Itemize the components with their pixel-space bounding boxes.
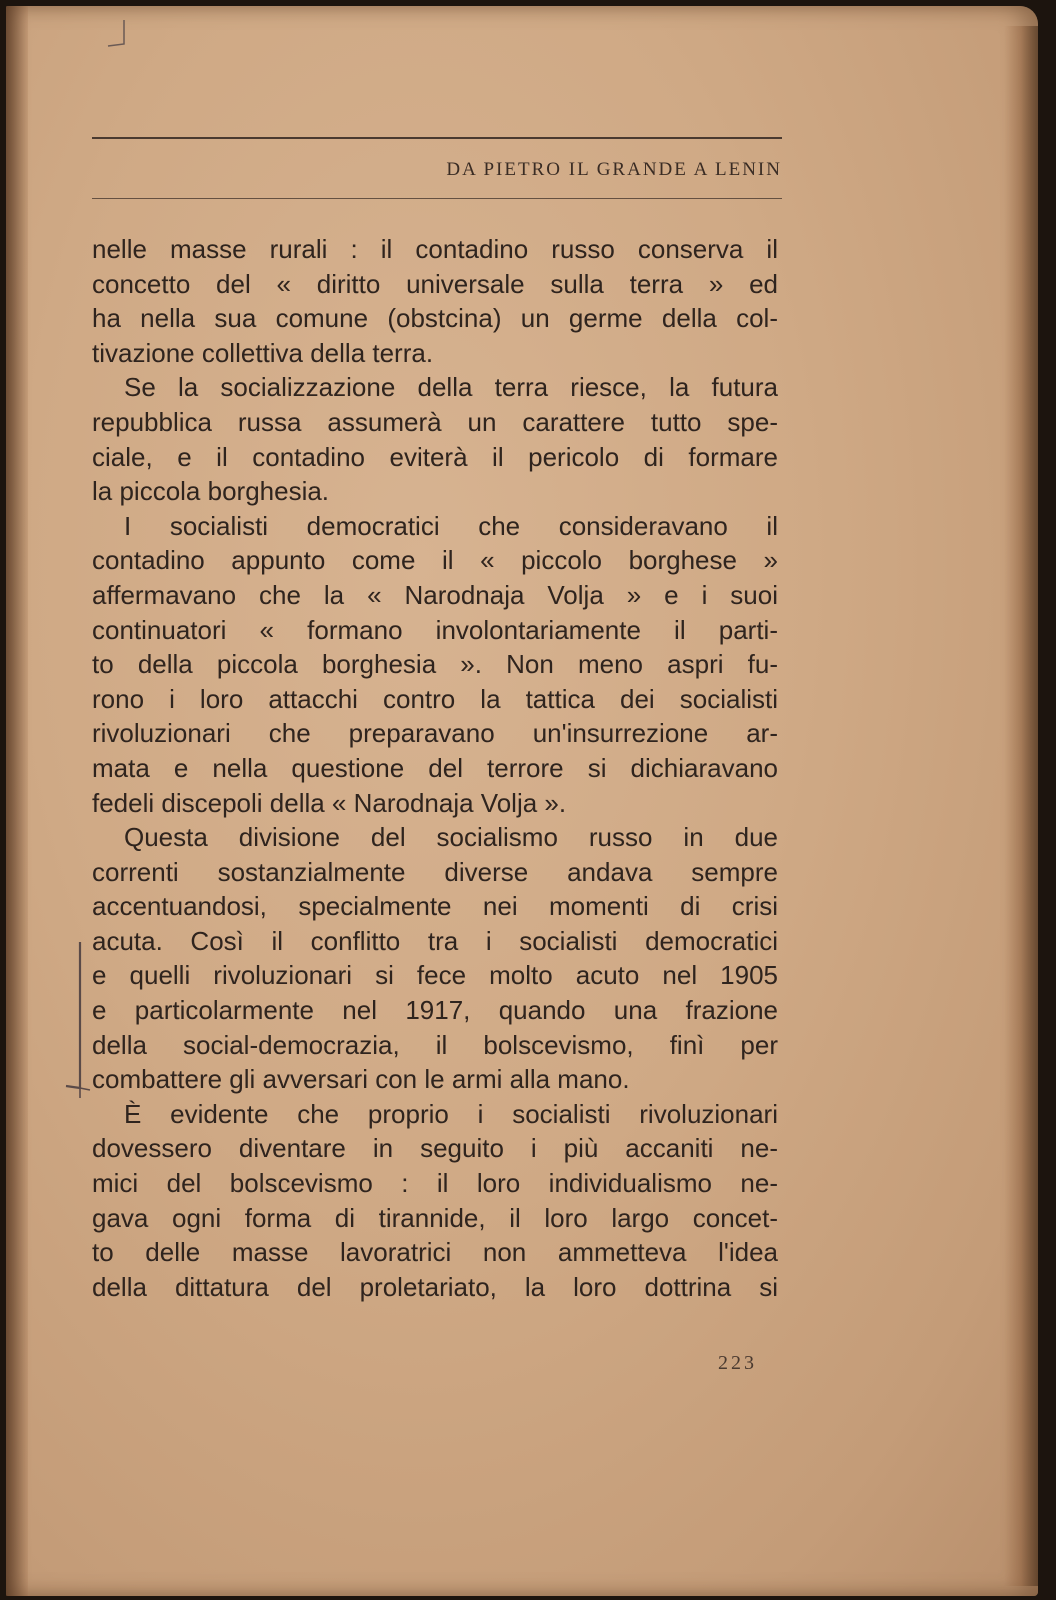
- text-line: della social-democrazia, il bolscevismo, finì per: [92, 1029, 778, 1060]
- header-rule-bottom: [92, 198, 782, 199]
- paragraph: [92, 820, 778, 1097]
- paragraph: [92, 232, 778, 370]
- text-line: continuatori « formano involontariamente il parti-: [92, 614, 778, 645]
- text-line: È evidente che proprio i socialisti rivoluzionari: [124, 1098, 778, 1129]
- text-line: nelle masse rurali : il contadino russo conserva il: [92, 234, 778, 264]
- text-line: ciale, e il contadino eviterà il pericolo di formare: [92, 441, 778, 472]
- text-line: repubblica russa assumerà un carattere tutto spe-: [92, 406, 778, 437]
- text-line: rivoluzionari che preparavano un'insurrezione ar-: [92, 718, 778, 749]
- text-line: affermavano che la « Narodnaja Volja » e i suoi: [92, 579, 778, 610]
- text-line: fedeli discepoli della « Narodnaja Volja ».: [92, 787, 567, 818]
- text-line: mata e nella questione del terrore si dichiaravano: [92, 752, 778, 783]
- text-line: I socialisti democratici che consideravano il: [124, 510, 778, 541]
- paragraph: [92, 370, 778, 508]
- text-line: e particolarmente nel 1917, quando una frazione: [92, 995, 778, 1026]
- text-line: combattere gli avversari con le armi alla mano.: [92, 1064, 630, 1095]
- page-binding-shadow: [6, 6, 28, 1596]
- corner-pencil-mark-icon: [98, 18, 128, 50]
- text-line: to delle masse lavoratrici non ammetteva l'idea: [92, 1237, 778, 1268]
- page-number: 223: [718, 1352, 757, 1374]
- text-line: mici del bolscevismo : il loro individualismo ne-: [92, 1168, 778, 1199]
- text-line: gava ogni forma di tirannide, il loro largo concet-: [92, 1202, 778, 1233]
- margin-pencil-bracket-icon: [62, 940, 92, 1100]
- running-head: DA PIETRO IL GRANDE A LENIN: [446, 159, 782, 180]
- text-line: Questa divisione del socialismo russo in due: [124, 822, 778, 853]
- text-line: acuta. Così il conflitto tra i socialisti democratici: [92, 925, 778, 956]
- text-line: ha nella sua comune (obstcina) un germe della col-: [92, 303, 778, 334]
- text-line: to della piccola borghesia ». Non meno aspri fu-: [92, 649, 778, 680]
- text-line: della dittatura del proletariato, la loro dottrina si: [92, 1271, 778, 1302]
- text-line: tivazione collettiva della terra.: [92, 337, 434, 368]
- text-line: accentuandosi, specialmente nei momenti di crisi: [92, 891, 778, 922]
- text-line: rono i loro attacchi contro la tattica dei socialisti: [92, 683, 778, 714]
- paragraph: [92, 1097, 778, 1305]
- text-line: la piccola borghesia.: [92, 476, 330, 507]
- text-line: contadino appunto come il « piccolo borghese »: [92, 545, 778, 576]
- text-line: correnti sostanzialmente diverse andava sempre: [92, 856, 778, 887]
- header-rule-top: [92, 137, 782, 139]
- page-edge-shadow: [1004, 26, 1038, 1586]
- text-line: concetto del « diritto universale sulla terra » ed: [92, 268, 778, 299]
- text-line: e quelli rivoluzionari si fece molto acuto nel 1905: [92, 960, 778, 991]
- paragraph: [92, 509, 778, 820]
- body-text: [92, 232, 778, 1304]
- text-line: Se la socializzazione della terra riesce, la futura: [124, 372, 778, 403]
- text-line: dovessero diventare in seguito i più accaniti ne-: [92, 1133, 778, 1164]
